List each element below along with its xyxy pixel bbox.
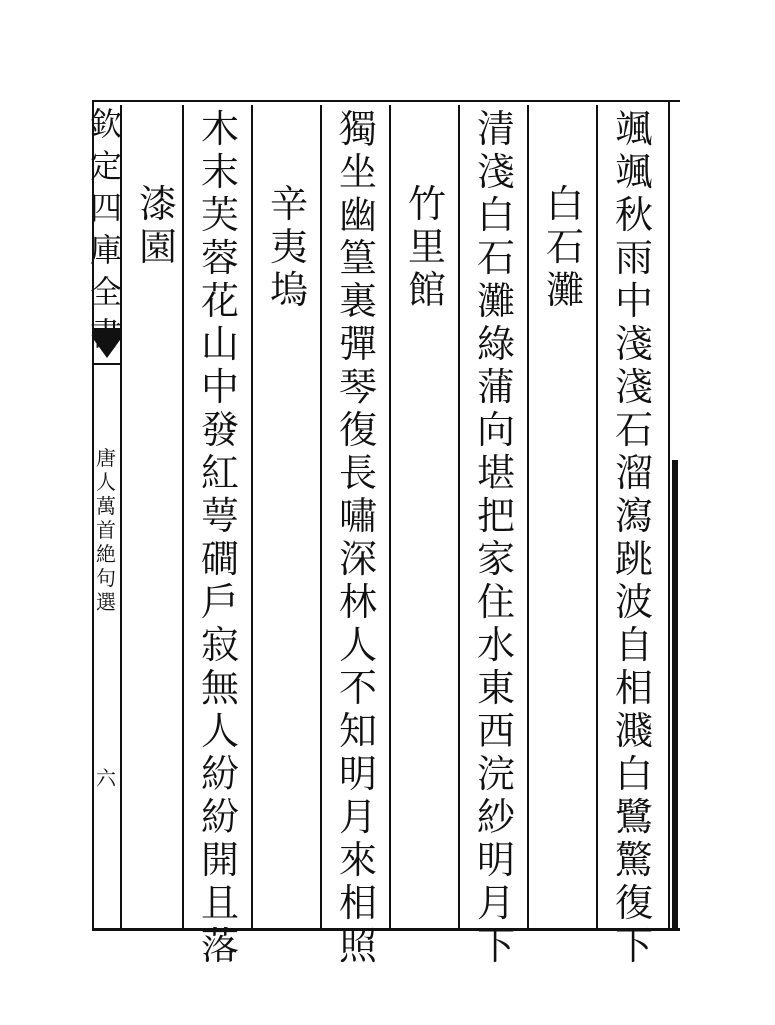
character: 自 [614, 623, 653, 667]
character: 且 [200, 881, 239, 925]
character: 坐 [338, 150, 377, 194]
character: 里 [407, 225, 446, 269]
character: 山 [200, 322, 239, 366]
character: 塢 [269, 268, 308, 312]
page-number-text: 六 [96, 766, 116, 790]
character: 來 [338, 838, 377, 882]
character: 唐 [96, 446, 116, 470]
character: 知 [338, 709, 377, 753]
character: 跳 [614, 537, 653, 581]
right-thick-bar [672, 460, 678, 930]
character: 鷺 [614, 795, 653, 839]
character: 明 [476, 838, 515, 882]
poem5-title [128, 182, 188, 271]
character: 彈 [338, 322, 377, 366]
character: 館 [407, 268, 446, 312]
poem2-title [535, 182, 595, 314]
section-title-text [96, 448, 116, 616]
column-divider [596, 105, 598, 930]
character: 淺 [614, 365, 653, 409]
character: 落 [200, 924, 239, 968]
character: 篁 [338, 236, 377, 280]
character: 紗 [476, 795, 515, 839]
character: 月 [476, 881, 515, 925]
character: 颯 [614, 107, 653, 151]
character: 辛 [269, 182, 308, 226]
character: 雨 [614, 236, 653, 280]
character: 白 [476, 193, 515, 237]
poem2-body [466, 107, 526, 970]
character: 四 [90, 189, 123, 227]
character: 下 [614, 924, 653, 968]
character: 萬 [96, 494, 116, 518]
character: 蒲 [476, 365, 515, 409]
right-border [668, 100, 670, 930]
character: 寂 [200, 623, 239, 667]
top-border [92, 100, 680, 102]
character: 開 [200, 838, 239, 882]
character: 綠 [476, 322, 515, 366]
poem4-body [190, 107, 250, 970]
character: 蓉 [200, 236, 239, 280]
character: 書 [90, 315, 123, 353]
poem1-body [604, 107, 664, 970]
character: 長 [338, 451, 377, 495]
character: 首 [96, 518, 116, 542]
character: 紛 [200, 752, 239, 796]
character: 灘 [545, 268, 584, 312]
character: 灘 [476, 279, 515, 323]
character: 淺 [614, 322, 653, 366]
character: 人 [200, 709, 239, 753]
character: 水 [476, 623, 515, 667]
column-divider [389, 105, 391, 930]
character: 濺 [614, 709, 653, 753]
character: 西 [476, 709, 515, 753]
character: 句 [96, 566, 116, 590]
character: 花 [200, 279, 239, 323]
character: 白 [614, 752, 653, 796]
character: 住 [476, 580, 515, 624]
column-divider [251, 105, 253, 930]
character: 芙 [200, 193, 239, 237]
poem4-title [259, 182, 319, 314]
character: 白 [545, 182, 584, 226]
character: 庫 [90, 231, 123, 269]
character: 深 [338, 537, 377, 581]
character: 明 [338, 752, 377, 796]
character: 浣 [476, 752, 515, 796]
character: 林 [338, 580, 377, 624]
character: 紅 [200, 451, 239, 495]
character: 末 [200, 150, 239, 194]
character: 石 [545, 225, 584, 269]
character: 人 [96, 470, 116, 494]
character: 秋 [614, 193, 653, 237]
character: 裏 [338, 279, 377, 323]
poem3-title [397, 182, 457, 314]
page-number [92, 768, 120, 792]
character: 嘯 [338, 494, 377, 538]
character: 把 [476, 494, 515, 538]
character: 溜 [614, 451, 653, 495]
character: 清 [476, 107, 515, 151]
character: 相 [614, 666, 653, 710]
character: 全 [90, 273, 123, 311]
character: 木 [200, 107, 239, 151]
character: 定 [90, 147, 123, 185]
character: 復 [338, 408, 377, 452]
character: 人 [338, 623, 377, 667]
character: 中 [614, 279, 653, 323]
character: 家 [476, 537, 515, 581]
character: 颯 [614, 150, 653, 194]
character: 園 [138, 225, 177, 269]
character: 向 [476, 408, 515, 452]
character: 堪 [476, 451, 515, 495]
character: 紛 [200, 795, 239, 839]
character: 欽 [90, 105, 123, 143]
column-divider [458, 105, 460, 930]
character: 不 [338, 666, 377, 710]
character: 相 [338, 881, 377, 925]
character: 淺 [476, 150, 515, 194]
book-title-text [90, 105, 123, 360]
character: 驚 [614, 838, 653, 882]
character: 石 [614, 408, 653, 452]
character: 琴 [338, 365, 377, 409]
character: 波 [614, 580, 653, 624]
character: 漆 [138, 182, 177, 226]
poem3-body [328, 107, 388, 970]
book-title [90, 105, 123, 360]
character: 瀉 [614, 494, 653, 538]
character: 幽 [338, 193, 377, 237]
character: 獨 [338, 107, 377, 151]
character: 夷 [269, 225, 308, 269]
character: 照 [338, 924, 377, 968]
character: 下 [476, 924, 515, 968]
character: 萼 [200, 494, 239, 538]
character: 東 [476, 666, 515, 710]
character: 竹 [407, 182, 446, 226]
column-divider [320, 105, 322, 930]
character: 選 [96, 590, 116, 614]
character: 絶 [96, 542, 116, 566]
character: 復 [614, 881, 653, 925]
character: 磵 [200, 537, 239, 581]
character: 戶 [200, 580, 239, 624]
character: 石 [476, 236, 515, 280]
character: 中 [200, 365, 239, 409]
character: 月 [338, 795, 377, 839]
character: 無 [200, 666, 239, 710]
column-divider [527, 105, 529, 930]
character: 發 [200, 408, 239, 452]
section-title [92, 448, 120, 616]
